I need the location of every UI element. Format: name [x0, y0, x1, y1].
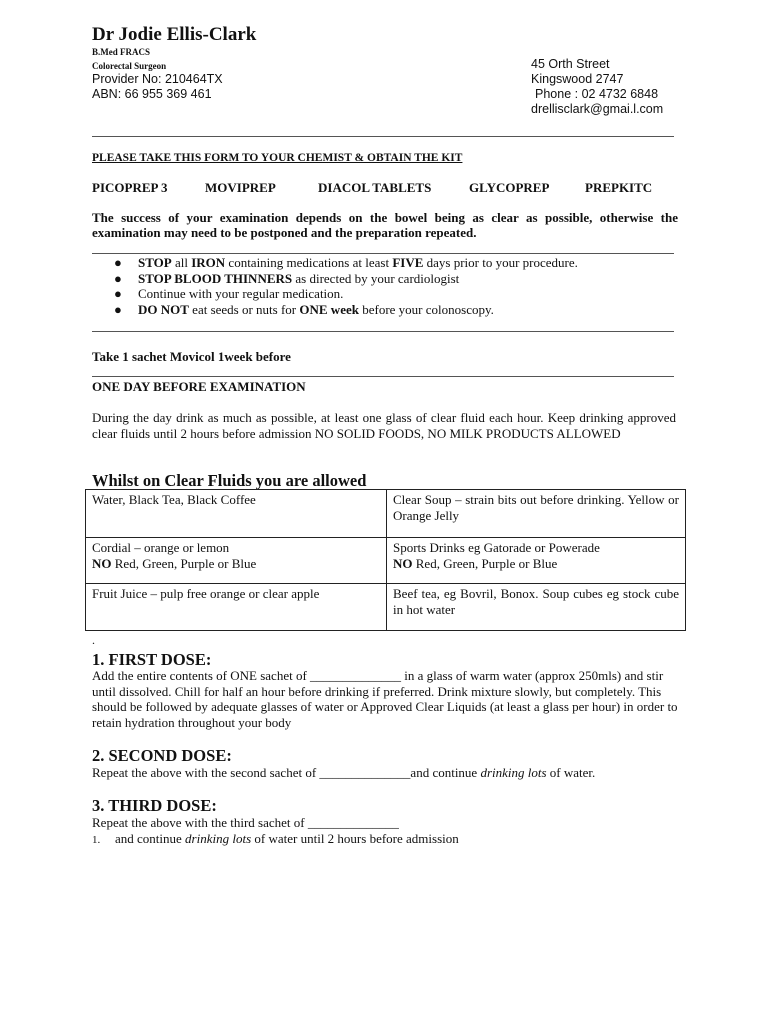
table-cell	[86, 584, 387, 631]
text: before your colonoscopy.	[358, 301, 494, 317]
bullet-icon: ●	[114, 286, 122, 301]
heading-number: 2	[92, 746, 101, 765]
doctor-specialty: Colorectal Surgeon	[92, 61, 167, 71]
cell-text: Beef tea, eg Bovril, Bonox. Soup cubes eg stock cube in hot water	[393, 586, 679, 617]
bold-text: NO	[92, 555, 112, 571]
list-item	[114, 270, 678, 287]
address-street: 45 Orth Street	[531, 57, 610, 71]
table-row	[86, 584, 686, 631]
second-dose-heading	[92, 746, 232, 766]
provider-number: Provider No: 210464TX	[92, 72, 223, 86]
third-dose-item	[92, 831, 682, 849]
bullet-icon: ●	[114, 255, 122, 270]
heading-text: . SECOND DOSE:	[100, 746, 232, 765]
product-glycoprep: GLYCOPREP	[469, 180, 550, 195]
stray-mark: .	[92, 633, 95, 647]
phone-number: Phone : 02 4732 6848	[535, 87, 659, 101]
clear-fluids-heading: Whilst on Clear Fluids you are allowed	[92, 471, 367, 490]
text: Red, Green, Purple or Blue	[412, 555, 558, 571]
table-cell	[387, 584, 686, 631]
success-note: The success of your examination depends on the bowel being as clear as possible, otherwise the examination may need to be postponed and the preparation repeated.	[92, 210, 678, 240]
text: containing medications at least	[225, 255, 393, 270]
divider	[92, 136, 674, 137]
text: and continue	[115, 831, 186, 846]
text: days prior to your procedure.	[423, 255, 578, 270]
preparation-rules	[92, 255, 678, 317]
divider	[92, 376, 674, 377]
during-day-text: During the day drink as much as possible, at least one glass of clear fluid each hour. Keep drinking approved clear fluids until 2 hours before admission NO SOLID FOODS, NO MILK PRODUCTS ALLOWED	[92, 410, 676, 441]
divider	[92, 331, 674, 332]
first-dose-heading: 1. FIRST DOSE:	[92, 650, 212, 669]
bold-text: FIVE	[392, 255, 424, 270]
table-cell	[86, 490, 387, 538]
table-row	[86, 490, 686, 538]
text: Continue with your regular medication.	[138, 286, 344, 301]
bullet-icon: ●	[114, 301, 122, 317]
bold-text: STOP	[138, 255, 172, 270]
clear-fluids-table	[85, 489, 686, 631]
heading-text: . THIRD DOSE:	[100, 796, 217, 815]
cell-text: Fruit Juice – pulp free orange or clear apple	[92, 586, 320, 601]
text: Repeat the above with the second sachet of ______________and continue	[92, 765, 481, 780]
bold-text: ONE week	[299, 301, 359, 317]
bold-text: STOP BLOOD THINNERS	[138, 270, 293, 286]
cell-text: Water, Black Tea, Black Coffee	[92, 492, 256, 507]
text: Red, Green, Purple or Blue	[111, 555, 257, 571]
product-prepkitc: PREPKITC	[585, 180, 653, 195]
movicol-instruction: Take 1 sachet Movicol 1week before	[92, 349, 291, 364]
table-row	[86, 538, 686, 584]
second-dose-text	[92, 765, 682, 781]
table-cell	[387, 538, 686, 584]
text: as directed by your cardiologist	[292, 270, 460, 286]
bullet-icon: ●	[114, 270, 122, 286]
text: eat seeds or nuts for	[188, 301, 300, 317]
cell-text	[92, 556, 380, 572]
email-address: drellisclark@gmai.l.com	[531, 102, 664, 116]
text: all	[171, 255, 192, 270]
one-day-heading: ONE DAY BEFORE EXAMINATION	[92, 379, 306, 394]
abn-number: ABN: 66 955 369 461	[92, 87, 212, 101]
table-cell	[86, 538, 387, 584]
list-item	[114, 255, 678, 271]
text: of water until 2 hours before admission	[251, 831, 459, 846]
doctor-degrees: B.Med FRACS	[92, 47, 150, 57]
list-item	[114, 301, 678, 318]
bold-text: IRON	[191, 255, 226, 270]
cell-text: Cordial – orange or lemon	[92, 540, 230, 555]
first-dose-text: Add the entire contents of ONE sachet of ______________ in a glass of warm water (approx 250mls) and stir until dissolved. Chill for half an hour before drinking if preferred. Drink mixture slowly, but completely. This should be followed by adequate glasses of water or Approved Clear Liquids (at least a glass per hour) in order to retain hydration throughout your body	[92, 668, 678, 730]
bold-text: NO	[393, 555, 413, 571]
third-dose-heading	[92, 796, 217, 816]
table-cell	[387, 490, 686, 538]
product-picoprep: PICOPREP 3	[92, 180, 168, 195]
product-moviprep: MOVIPREP	[205, 180, 276, 195]
address-suburb: Kingswood 2747	[531, 72, 624, 86]
emphasis-text: drinking lots	[480, 765, 547, 780]
heading-number: 3	[92, 796, 101, 815]
bold-text: DO NOT	[138, 301, 189, 317]
doctor-name: Dr Jodie Ellis-Clark	[92, 24, 257, 45]
list-item	[114, 286, 678, 302]
cell-text: Clear Soup – strain bits out before drinking. Yellow or Orange Jelly	[393, 492, 679, 523]
product-diacol: DIACOL TABLETS	[318, 180, 432, 195]
divider	[92, 253, 674, 254]
item-number: 1.	[92, 834, 101, 846]
third-dose-line: Repeat the above with the third sachet of ______________	[92, 815, 399, 830]
cell-text: Sports Drinks eg Gatorade or Powerade	[393, 540, 600, 555]
cell-text	[393, 556, 679, 572]
emphasis-text: drinking lots	[185, 831, 252, 846]
text: of water.	[546, 765, 596, 780]
chemist-instruction: PLEASE TAKE THIS FORM TO YOUR CHEMIST & OBTAIN THE KIT	[92, 152, 463, 164]
